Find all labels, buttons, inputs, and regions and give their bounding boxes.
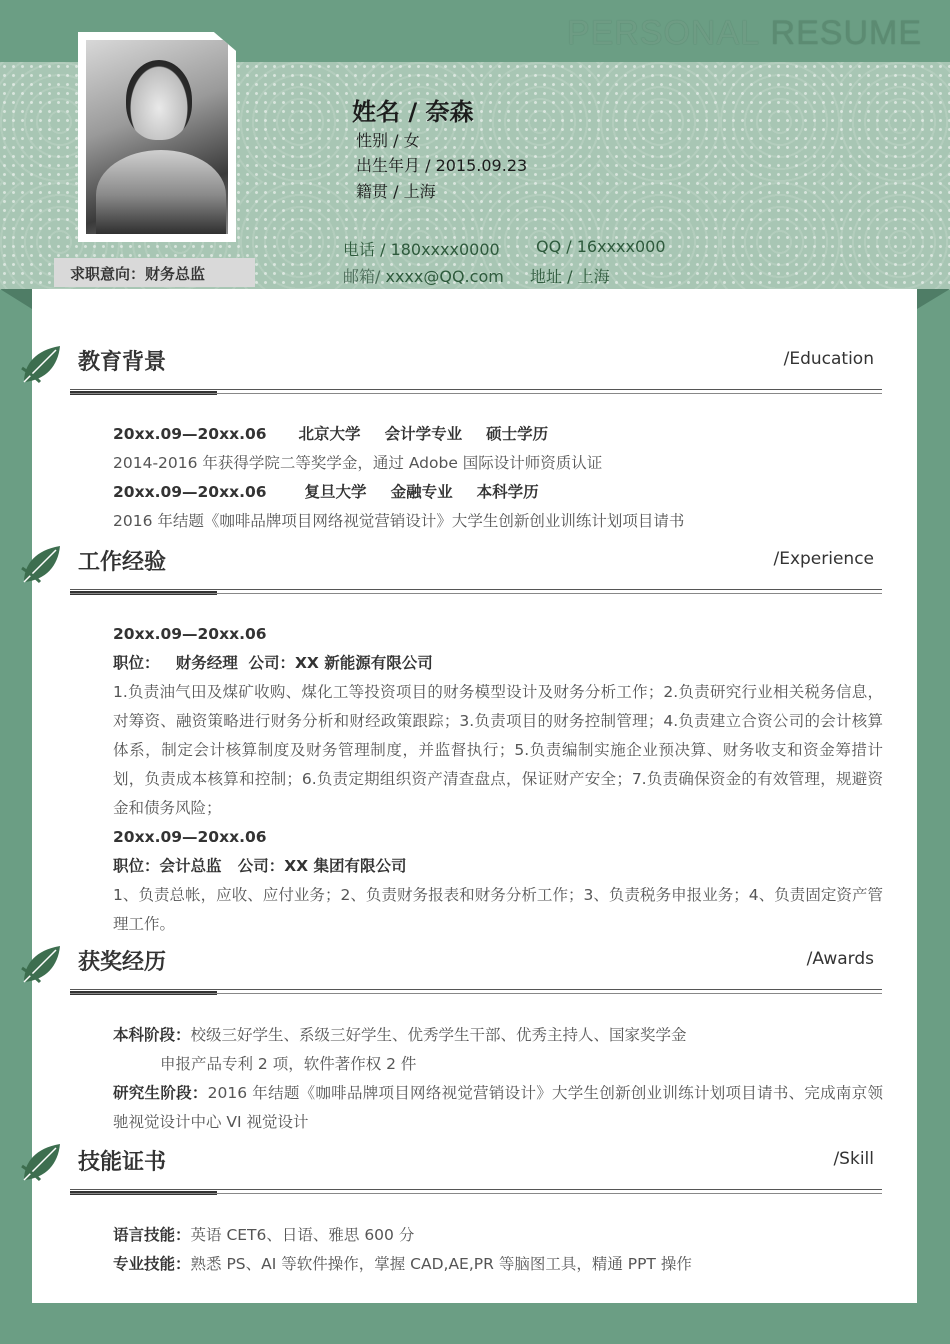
section-title-en: /Education [783,349,874,369]
skill-label: 专业技能： [113,1255,191,1273]
skill-language [113,1221,883,1250]
awards-list [113,1021,883,1137]
email-label: 邮箱/ [343,267,381,286]
photo-body [96,150,226,234]
photo-head [126,60,192,140]
awards-label: 本科阶段： [113,1026,191,1044]
divider [70,393,882,394]
education-list [113,420,883,536]
education-entry-header [113,478,883,507]
education-entry-desc: 2016 年结题《咖啡品牌项目网络视觉营销设计》大学生创新创业训练计划项目请书 [113,512,685,530]
awards-text: 校级三好学生、系级三好学生、优秀学生干部、优秀主持人、国家奖学金 [190,1026,687,1044]
experience-list [113,620,883,939]
divider [70,993,882,994]
divider [70,989,882,990]
leaf-icon [20,342,64,386]
period: 20xx.09—20xx.06 [113,425,267,443]
divider [70,389,882,390]
major: 会计学专业 [384,425,463,443]
photo-image [86,40,228,234]
awards-text: 2016 年结题《咖啡品牌项目网络视觉营销设计》大学生创新创业训练计划项目请书、完成南京领驰视觉设计中心 VI 视觉设计 [113,1084,883,1131]
divider [70,589,882,590]
section-education [78,345,882,395]
divider [70,593,882,594]
section-title: 教育背景 [78,350,167,375]
section-skills [78,1145,882,1195]
gender: 性别 / 女 [356,131,420,150]
degree: 本科学历 [476,483,539,501]
profile-photo [78,32,236,242]
resume-title-light: PERSONAL [566,14,761,52]
degree: 硕士学历 [486,425,549,443]
education-entry-header [113,420,883,449]
email-value: xxxx@QQ.com [380,267,504,286]
fold-right [917,289,950,309]
school: 复旦大学 [304,483,367,501]
leaf-icon [20,942,64,986]
section-title-en: /Experience [773,549,874,569]
section-awards [78,945,882,995]
skill-text: 英语 CET6、日语、雅思 600 分 [190,1226,415,1244]
section-title-en: /Awards [806,949,874,969]
divider [70,1193,882,1194]
skill-professional [113,1250,883,1279]
awards-undergrad-extra: 申报产品专利 2 项，软件著作权 2 件 [160,1055,417,1073]
qq: QQ / 16xxxx000 [536,237,666,256]
experience-period: 20xx.09—20xx.06 [113,828,267,846]
divider [70,1189,882,1190]
experience-role: 职位： 财务经理 公司：XX 新能源有限公司 [113,654,433,672]
section-title: 技能证书 [78,1150,167,1175]
email [343,264,504,287]
birth-date: 出生年月 / 2015.09.23 [356,156,528,175]
school: 北京大学 [298,425,361,443]
major: 金融专业 [390,483,453,501]
resume-title-bold: RESUME [770,14,922,52]
section-experience [78,545,882,595]
address: 地址 / 上海 [530,267,610,286]
awards-grad [113,1079,883,1137]
leaf-icon [20,1140,64,1184]
experience-desc: 1、负责总帐，应收、应付业务；2、负责财务报表和财务分析工作；3、负责税务申报业务；4、负责固定资产管理工作。 [113,886,883,933]
resume-title [567,14,922,53]
phone: 电话 / 180xxxx0000 [343,240,500,259]
section-title-en: /Skill [833,1149,874,1169]
experience-period: 20xx.09—20xx.06 [113,625,267,643]
hometown: 籍贯 / 上海 [356,182,436,201]
leaf-icon [20,542,64,586]
skill-label: 语言技能： [113,1226,191,1244]
skill-text: 熟悉 PS、AI 等软件操作，掌握 CAD,AE,PR 等脑图工具，精通 PPT 操作 [190,1255,692,1273]
fold-left [0,289,32,309]
job-intent: 求职意向：财务总监 [54,258,255,287]
education-entry-desc: 2014-2016 年获得学院二等奖学金，通过 Adobe 国际设计师资质认证 [113,454,603,472]
person-name: 姓名 / 奈森 [352,98,474,126]
period: 20xx.09—20xx.06 [113,483,267,501]
skills-list [113,1221,883,1279]
experience-desc: 1.负责油气田及煤矿收购、煤化工等投资项目的财务模型设计及财务分析工作；2.负责研究行业相关税务信息，对筹资、融资策略进行财务分析和财经政策跟踪；3.负责项目的财务控制管理；4.负责建立合资公司的会计核算体系，制定会计核算制度及财务管理制度，并监督执行；5.负责编制实施企业预决算、财务收支和资金筹措计划，负责成本核算和控制；6.负责定期组织资产清查盘点，保证财产安全；7.负责确保资金的有效管理，规避资金和债务风险； [113,683,883,817]
experience-role: 职位：会计总监 公司：XX 集团有限公司 [113,857,407,875]
awards-undergrad [113,1021,883,1050]
awards-label: 研究生阶段： [113,1084,208,1102]
section-title: 获奖经历 [78,950,167,975]
section-title: 工作经验 [78,550,167,575]
